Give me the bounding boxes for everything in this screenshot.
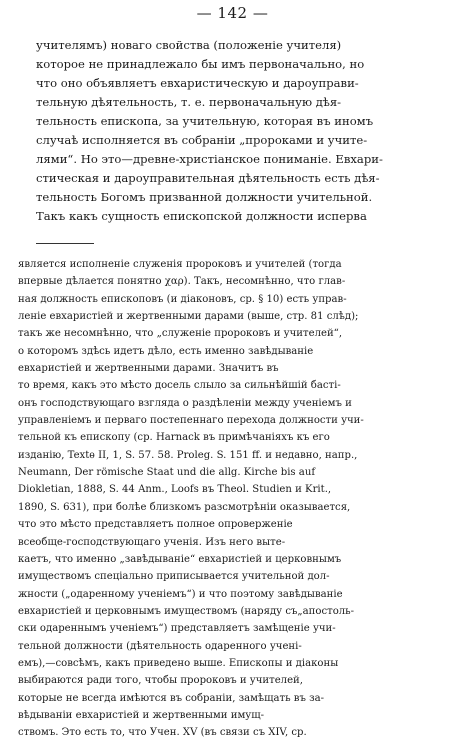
footnote-line: тельной къ епископу (ср. Harnack въ примѣчанiяхъ къ его xyxy=(18,432,330,444)
footnote-line: каетъ, что именно „завѣдыванiе“ евхаристiей и церковнымъ xyxy=(18,553,342,565)
footnote-line: управленiемъ и перваго постепеннаго перехода должности учи- xyxy=(18,415,364,427)
footnote-line: ленiе евхаристiей и жертвенными дарами (выше, стр. 81 слѣд); xyxy=(18,311,359,323)
footnote-line: жности („одаренному ученiемъ“) и что поэтому завѣдыванiе xyxy=(18,588,343,600)
footnote-separator xyxy=(36,243,94,244)
footnote-line: изданiю, Textѳ II, 1, S. 57. 58. Proleg. S. 151 ff. и недавно, напр., xyxy=(18,449,358,461)
main-text-line: тельную дѣятельность, т. е. первоначальную дѣя- xyxy=(36,95,342,109)
main-text-line: случаѣ исполняется въ собранiи „пророками и учите- xyxy=(36,133,368,147)
footnote-line: выбираются ради того, чтобы пророковъ и учителей, xyxy=(18,675,303,687)
footnote-line: 1890, S. 631), при болѣе близкомъ разсмотрѣнiи оказывается, xyxy=(18,501,351,513)
footnote-line: емъ),—совсѣмъ, какъ приведено выше. Епископы и дiаконы xyxy=(18,657,339,669)
footnote-line: является исполненiе служенiя пророковъ и учителей (тогда xyxy=(18,259,342,270)
footnote-line: о которомъ здѣсь идетъ дѣло, есть именно завѣдыванiе xyxy=(18,345,314,357)
main-text-line: что оно объявляетъ евхаристическую и дароуправи- xyxy=(36,76,359,90)
footnote-line: евхаристiей и церковнымъ имуществомъ (наряду съ„апостоль- xyxy=(18,605,355,617)
footnote-line: имуществомъ спецiально приписывается учительной дол- xyxy=(18,571,330,583)
page-number: — 142 — xyxy=(196,4,269,22)
main-text-line: Такъ какъ сущность епископской должности исперва xyxy=(36,209,367,223)
main-text-line: тельность епископа, за учительную, которая въ иномъ xyxy=(36,114,374,128)
main-text xyxy=(36,36,442,226)
footnote-line: онъ господствующаго взгляда о раздѣленiи между ученiемъ и xyxy=(18,397,352,409)
footnote-line: всеобще-господствующаго ученiя. Изъ него выте- xyxy=(18,536,286,548)
footnote-line: Diokletian, 1888, S. 44 Anm., Loofs въ Theol. Studien и Krit., xyxy=(18,484,332,496)
main-text-line: лями“. Но это—древне-христiанское пониманiе. Евхари- xyxy=(36,152,383,166)
footnote-line: такъ же несомнѣнно, что „служенiе пророковъ и учителей“, xyxy=(18,328,343,340)
footnote-line: евхаристiей и жертвенными дарами. Значитъ въ xyxy=(18,363,279,375)
main-text-line: стическая и дароуправительная дѣятельность есть дѣя- xyxy=(36,171,380,185)
footnote-line: Neumann, Der römische Staat und die allg. Kirche bis auf xyxy=(18,467,316,479)
footnote-line: ная должность епископовъ (и дiаконовъ, ср. § 10) есть управ- xyxy=(18,293,347,305)
footnote-line: то время, какъ это мѣсто досель слыло за сильнѣйшiй бастi- xyxy=(18,380,341,392)
main-text-line: которое не принадлежало бы имъ первоначально, но xyxy=(36,57,365,71)
footnote-line: ски одареннымъ ученiемъ“) представляетъ замѣщенiе учи- xyxy=(18,623,336,635)
footnote-line: тельной должности (дѣятельность одаренного ученi- xyxy=(18,640,302,652)
footnote-line: впервые дѣлается понятно χαρ). Такъ, несомнѣнно, что глав- xyxy=(18,276,346,288)
footnote-line: которые не всегда имѣются въ собранiи, замѣщать въ за- xyxy=(18,692,325,704)
main-text-line: учителямъ) новаго свойства (положенiе учителя) xyxy=(36,38,342,52)
footnote-line: ствомъ. Это есть то, что Учен. XV (въ связи съ XIV, ср. xyxy=(18,727,307,739)
main-text-line: тельность Богомъ призванной должности учительной. xyxy=(36,190,373,204)
footnote-line: что это мѣсто представляетъ полное опроверженiе xyxy=(18,519,293,531)
footnote-text xyxy=(18,256,454,742)
footnote-line: вѣдыванiи евхаристiей и жертвенными имущ- xyxy=(18,709,265,721)
